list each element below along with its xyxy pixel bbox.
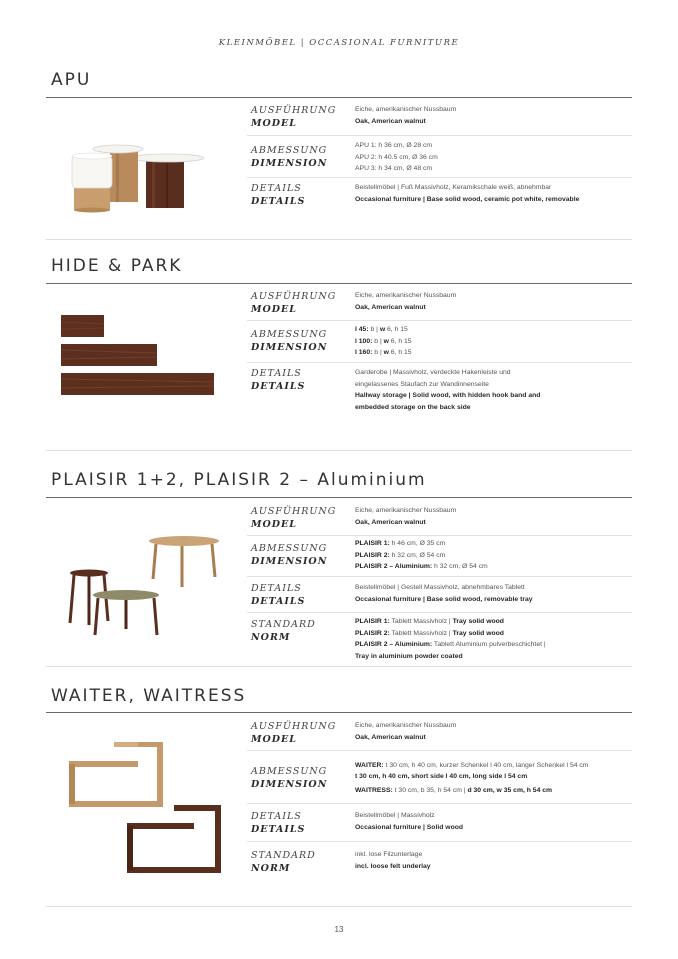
label-dimension-de: ABMESSUNG [251, 766, 328, 777]
label-details-de: DETAILS [251, 811, 302, 822]
plaisir-details-de: Beistellmöbel | Gestell Massivholz, abnehmbares Tablett [355, 584, 525, 591]
hide-dim-3: l 160: b | w 6, h 15 [355, 349, 412, 356]
hide-l45-board [61, 315, 104, 337]
label-details-de: DETAILS [251, 368, 302, 379]
label-norm-en: NORM [251, 863, 291, 874]
row-separator [247, 362, 632, 363]
plaisir-model-en: Oak, American walnut [355, 518, 426, 526]
row-separator [247, 576, 632, 577]
label-dimension-en: DIMENSION [251, 779, 328, 790]
waiter-details-de: Beistellmöbel | Massivholz [355, 812, 435, 819]
waiter-oak-shelf [72, 744, 160, 804]
hide-dim-2: l 100: b | w 6, h 15 [355, 337, 412, 345]
apu-model-en: Oak, American walnut [355, 117, 426, 125]
waitress-walnut-shelf [130, 808, 218, 870]
apu-dim-3: APU 3: h 34 cm, Ø 48 cm [355, 165, 433, 172]
row-separator [247, 612, 632, 613]
label-norm-de: STANDARD [251, 619, 316, 630]
apu-2-base [110, 152, 138, 202]
label-details-en: DETAILS [251, 596, 306, 607]
row-separator [247, 841, 632, 842]
label-norm-en: NORM [251, 632, 291, 643]
page-header: KLEINMÖBEL | OCCASIONAL FURNITURE [218, 38, 460, 48]
row-separator [247, 535, 632, 536]
plaisir-norm-3: PLAISIR 2 – Aluminium: Tablett Aluminium pulverbeschichtet | [355, 641, 546, 648]
hide-details-de-2: eingelassenes Staufach zur Wandinnenseite [355, 380, 489, 388]
hide-details-en-1: Hallway storage | Solid wood, with hidden hook band and [355, 392, 541, 399]
apu-details-de: Beistellmöbel | Fuß Massivholz, Keramikschale weiß, abnehmbar [355, 184, 552, 191]
waiter-norm-en: incl. loose felt underlay [355, 862, 431, 870]
label-dimension-en: DIMENSION [251, 158, 328, 169]
section-end-rule [46, 239, 632, 240]
plaisir-2-oak-tray [149, 536, 219, 546]
plaisir-details-en: Occasional furniture | Base solid wood, removable tray [355, 595, 533, 603]
hide-model-en: Oak, American walnut [355, 303, 426, 311]
waiter-model-de: Eiche, amerikanischer Nussbaum [355, 722, 457, 729]
label-model-en: MODEL [251, 118, 297, 129]
apu-side-tables-image [66, 140, 206, 215]
section-divider [46, 712, 632, 713]
waiter-model-en: Oak, American walnut [355, 733, 426, 741]
section-end-rule [46, 906, 632, 907]
plaisir-norm-1: PLAISIR 1: Tablett Massivholz | Tray solid wood [355, 618, 504, 625]
apu-1-ceramic-pot [72, 156, 112, 188]
row-separator [247, 320, 632, 321]
label-model-de: AUSFÜHRUNG [251, 105, 337, 116]
label-dimension-de: ABMESSUNG [251, 329, 328, 340]
label-details-en: DETAILS [251, 824, 306, 835]
label-details-en: DETAILS [251, 381, 306, 392]
waiter-dim-3: WAITRESS: t 30 cm, b 35, h 54 cm | d 30 cm, w 35 cm, h 54 cm [355, 787, 553, 794]
section-title-apu: APU [51, 70, 92, 90]
hide-model-de: Eiche, amerikanischer Nussbaum [355, 292, 457, 299]
apu-1-base [74, 186, 110, 210]
label-model-de: AUSFÜHRUNG [251, 721, 337, 732]
hide-l100-board [61, 344, 157, 366]
plaisir-dim-3: PLAISIR 2 – Aluminium: h 32 cm, Ø 54 cm [355, 563, 488, 570]
section-end-rule [46, 450, 632, 451]
section-divider [46, 283, 632, 284]
section-divider [46, 497, 632, 498]
label-dimension-de: ABMESSUNG [251, 145, 328, 156]
plaisir-dim-2: PLAISIR 2: h 32 cm, Ø 54 cm [355, 551, 446, 559]
waiter-dim-2: t 30 cm, h 40 cm, short side l 40 cm, long side l 54 cm [355, 773, 528, 780]
row-separator [247, 177, 632, 178]
apu-2-ceramic-top [93, 145, 143, 153]
row-separator [247, 135, 632, 136]
label-details-en: DETAILS [251, 196, 306, 207]
section-end-rule [46, 666, 632, 667]
section-title-plaisir: PLAISIR 1+2, PLAISIR 2 – Aluminium [51, 470, 427, 490]
hide-details-de-1: Garderobe | Massivholz, verdeckte Hakenleiste und [355, 369, 511, 376]
apu-model-de: Eiche, amerikanischer Nussbaum [355, 106, 457, 113]
plaisir-1-walnut-tray [70, 570, 108, 577]
label-model-en: MODEL [251, 519, 297, 530]
row-separator [247, 803, 632, 804]
hide-park-wall-boards-image [60, 314, 216, 398]
apu-3-base [146, 160, 184, 208]
page-number: 13 [334, 925, 344, 934]
plaisir-dim-1: PLAISIR 1: h 46 cm, Ø 35 cm [355, 540, 446, 547]
apu-details-en: Occasional furniture | Base solid wood, ceramic pot white, removable [355, 195, 580, 203]
waiter-details-en: Occasional furniture | Solid wood [355, 823, 464, 831]
waiter-waitress-shelves-image [66, 742, 224, 876]
hide-l160-board [61, 373, 214, 395]
section-title-hide-park: HIDE & PARK [51, 256, 183, 276]
label-details-de: DETAILS [251, 583, 302, 594]
row-separator [247, 750, 632, 751]
label-norm-de: STANDARD [251, 850, 316, 861]
label-dimension-de: ABMESSUNG [251, 543, 328, 554]
plaisir-2-aluminium-tray [93, 590, 159, 600]
plaisir-tables-image [64, 533, 224, 639]
section-title-waiter: WAITER, WAITRESS [51, 686, 247, 706]
hide-dim-1: l 45: b | w 6, h 15 [355, 326, 408, 333]
label-details-de: DETAILS [251, 183, 302, 194]
label-dimension-en: DIMENSION [251, 342, 328, 353]
label-model-en: MODEL [251, 304, 297, 315]
plaisir-norm-4: Tray in aluminium powder coated [355, 652, 463, 660]
apu-dim-1: APU 1: h 36 cm, Ø 28 cm [355, 142, 433, 149]
section-divider [46, 97, 632, 98]
label-model-en: MODEL [251, 734, 297, 745]
label-model-de: AUSFÜHRUNG [251, 291, 337, 302]
waiter-norm-de: inkl. lose Filzunterlage [355, 851, 423, 858]
apu-dim-2: APU 2: h 40.5 cm, Ø 36 cm [355, 153, 438, 161]
plaisir-model-de: Eiche, amerikanischer Nussbaum [355, 507, 457, 514]
label-dimension-en: DIMENSION [251, 556, 328, 567]
apu-3-ceramic-top [132, 154, 204, 162]
plaisir-norm-2: PLAISIR 2: Tablett Massivholz | Tray solid wood [355, 629, 504, 637]
hide-details-en-2: embedded storage on the back side [355, 403, 471, 411]
waiter-dim-1: WAITER: t 30 cm, h 40 cm, kurzer Schenkel l 40 cm, langer Schenkel l 54 cm [355, 762, 589, 769]
label-model-de: AUSFÜHRUNG [251, 506, 337, 517]
